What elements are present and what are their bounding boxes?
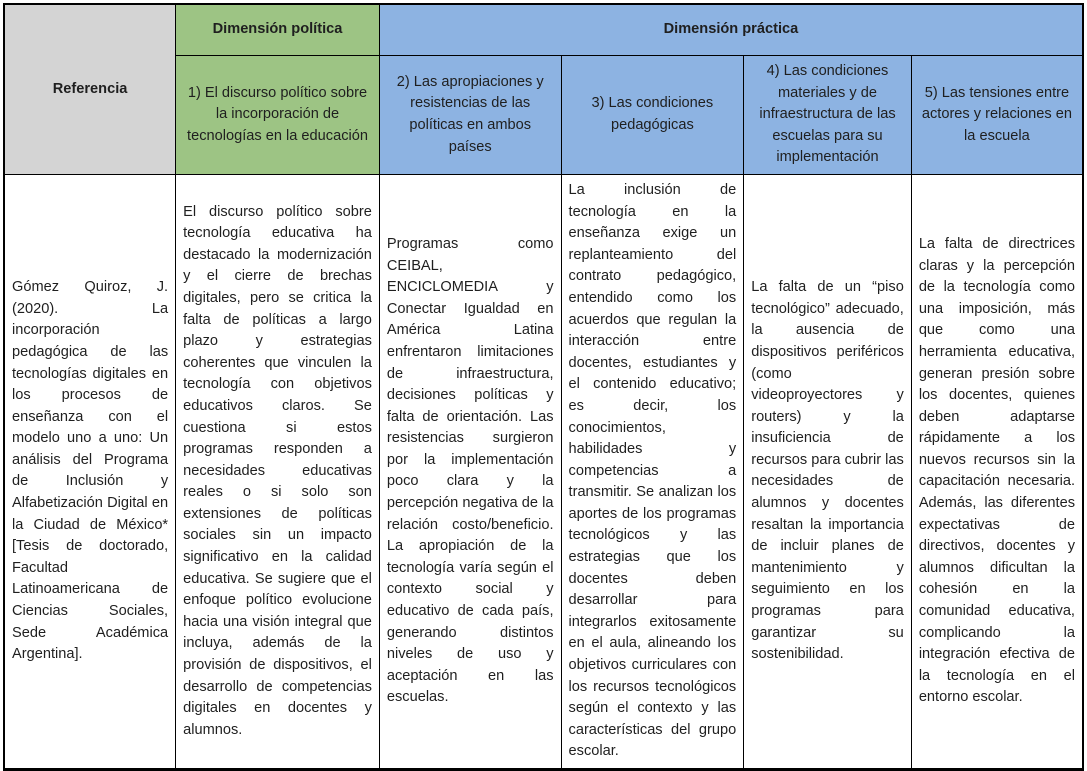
document-page: [3, 3, 1084, 760]
group-header-dimension-practica: Dimensión práctica: [379, 4, 1083, 56]
comparison-table: [3, 3, 1084, 771]
column-header-tensiones-actores: 5) Las tensiones entre actores y relaciones en la escuela: [911, 56, 1083, 175]
cell-apropiaciones-resistencias: Programas como CEIBAL, ENCICLOMEDIA y Conectar Igualdad en América Latina enfrentaron limitaciones de infraestructura, decisiones políticas y falta de orientación. Las resistencias surgieron por la implementación poco clara y la percepción negativa de la relación costo/beneficio. La apropiación de la tecnología varía según el contexto social y educativo de cada país, generando distintos niveles de uso y aceptación en las escuelas.: [379, 174, 561, 769]
referencia-column-header: Referencia: [4, 4, 176, 174]
cell-tensiones-actores: La falta de directrices claras y la percepción de la tecnología como una imposición, más que como una herramienta educativa, generan presión sobre los docentes, quienes deben adaptarse rápidamente a los nuevos recursos sin la capacitación necesaria. Además, las diferentes expectativas de directivos, docentes y alumnos dificultan la cohesión en la comunidad educativa, complicando la integración efectiva de la tecnología en el entorno escolar.: [911, 174, 1083, 769]
group-header-row: [4, 4, 1083, 56]
cell-condiciones-materiales: La falta de un “piso tecnológico” adecuado, la ausencia de dispositivos periféricos (como videoproyectores y routers) y la insuficiencia de recursos para cubrir las necesidades de alumnos y docentes resaltan la importancia de incluir planes de mantenimiento y seguimiento en los programas para garantizar su sostenibilidad.: [744, 174, 912, 769]
group-header-dimension-politica: Dimensión política: [176, 4, 380, 56]
column-header-condiciones-pedagogicas: 3) Las condiciones pedagógicas: [561, 56, 744, 175]
cell-condiciones-pedagogicas: La inclusión de tecnología en la enseñanza exige un replanteamiento del contrato pedagógico, entendido como los acuerdos que regulan la interacción entre docentes, estudiantes y el contenido educativo; es decir, los conocimientos, habilidades y competencias a transmitir. Se analizan los aportes de los programas tecnológicos y las estrategias que los docentes deben desarrollar para integrarlos exitosamente en el aula, alineando los objetivos curriculares con los recursos tecnológicos según el contexto y las características del grupo escolar.: [561, 174, 744, 769]
content-row: [4, 174, 1083, 769]
column-header-discurso-politico: 1) El discurso político sobre la incorporación de tecnologías en la educación: [176, 56, 380, 175]
cell-discurso-politico: El discurso político sobre tecnología educativa ha destacado la modernización y el cierre de brechas digitales, pero se critica la falta de políticas a largo plazo y estrategias coherentes que vinculen la tecnología con objetivos educativos claros. Se cuestiona si estos programas responden a necesidades educativas reales o si solo son extensiones de políticas sociales sin un impacto significativo en la calidad educativa. Se sugiere que el enfoque político evolucione hacia una visión integral que incluya, además de la provisión de dispositivos, el desarrollo de competencias digitales en docentes y alumnos.: [176, 174, 380, 769]
cell-referencia-citation: Gómez Quiroz, J. (2020). La incorporación pedagógica de las tecnologías digitales en los procesos de enseñanza con el modelo uno a uno: Un análisis del Programa de Inclusión y Alfabetización Digital en la Ciudad de México* [Tesis de doctorado, Facultad Latinoamericana de Ciencias Sociales, Sede Académica Argentina].: [4, 174, 176, 769]
column-header-condiciones-materiales: 4) Las condiciones materiales y de infraestructura de las escuelas para su implementación: [744, 56, 912, 175]
column-header-apropiaciones-resistencias: 2) Las apropiaciones y resistencias de las políticas en ambos países: [379, 56, 561, 175]
